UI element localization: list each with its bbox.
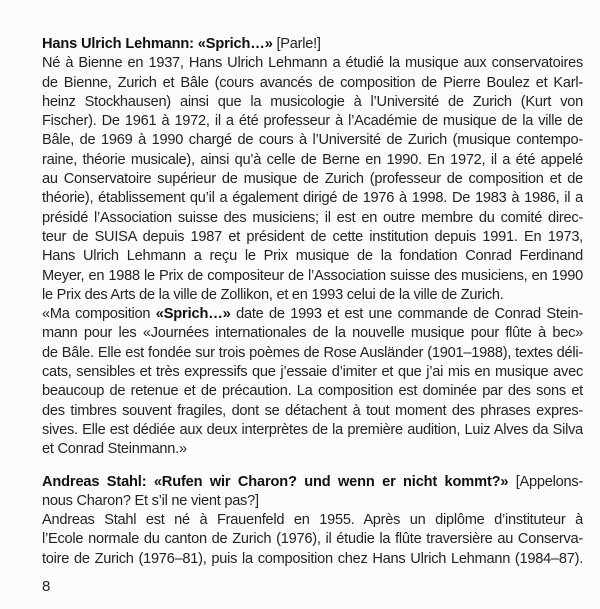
page-number: 8 (42, 578, 51, 595)
section-heading-stahl (42, 473, 583, 492)
work-title: Hans Ulrich Lehmann: «Sprich…» (42, 36, 273, 52)
title-translation: [Parle!] (276, 36, 321, 52)
text-line: raine, théorie musicale), ainsi qu’à celle de Berne en 1990. En 1972, il a été appelé (42, 151, 583, 168)
work-title-inline: «Sprich…» (155, 306, 231, 323)
text-line: Bâle, de 1969 à 1990 chargé de cours à l’Université de Zurich (musique contempo- (42, 132, 583, 149)
text-line: de Bienne, Zurich et Bâle (cours avancés de composition de Pierre Boulez et Karl- (42, 74, 583, 91)
document-page (42, 35, 583, 569)
title-translation-cont: nous Charon? Et s’il ne vient pas?] (42, 492, 259, 509)
text-line: l’Ecole normale du canton de Zurich (1976), il étudie la flûte traversière au Conserva- (42, 531, 583, 548)
title-translation: [Appelons- (515, 473, 583, 490)
text-line: de Bâle. Elle est fondée sur trois poèmes de Rose Ausländer (1901–1988), textes déli- (42, 344, 583, 361)
quote-text: «Ma composition (42, 306, 156, 323)
text-line: beaucoup de retenue et de précaution. La composition est dominée par des sons et (42, 383, 583, 400)
text-line: Fischer). De 1961 à 1972, il a été professeur à l’Académie de musique de la ville de (42, 113, 583, 130)
text-line: mann pour les «Journées internationales de la nouvelle musique pour flûte à bec» (42, 325, 583, 342)
text-line: Né à Bienne en 1937, Hans Ulrich Lehmann a étudié la musique aux conservatoires (42, 55, 583, 72)
quote-text: date de 1993 et est une commande de Conrad Stein- (230, 306, 583, 323)
text-line: cats, sensibles et très expressifs que j’essaie d’imiter et que j’ai mis en musique avec (42, 364, 583, 381)
text-line: Hans Ulrich Lehmann a reçu le Prix musique de la fondation Conrad Ferdinand (42, 248, 583, 265)
text-line: heinz Stockhausen) ainsi que la musicologie à l’Université de Zurich (Kurt von (42, 93, 583, 110)
work-title: Andreas Stahl: «Rufen wir Charon? und wenn er nicht kommt?» (42, 473, 509, 490)
text-line: teur de SUISA depuis 1987 et président de cette institution depuis 1991. En 1973, (42, 228, 583, 245)
text-line: Meyer, en 1988 le Prix de compositeur de l’Association suisse des musiciens, en 1990 (42, 267, 583, 284)
text-line: théorie), établissement qu’il a également dirigé de 1976 à 1998. De 1983 à 1986, il a (42, 190, 583, 207)
text-line: des timbres souvent fragiles, dont se détachent à tout moment des phrases expres- (42, 402, 583, 419)
text-line: présidé l’Association suisse des musiciens; il est en outre membre du comité direc- (42, 209, 583, 226)
section-gap (42, 460, 583, 473)
text-line: toire de Zurich (1976–81), puis la composition chez Hans Ulrich Lehmann (1984–87). (42, 550, 583, 567)
text-line: le Prix des Arts de la ville de Zollikon, et en 1993 celui de la ville de Zurich. (42, 286, 504, 303)
quote-first-line (42, 305, 583, 324)
section-heading-lehmann (42, 35, 583, 54)
text-line: et Conrad Steinmann.» (42, 441, 187, 458)
text-line: sives. Elle est dédiée aux deux interprètes de la première audition, Luiz Alves da Silva (42, 421, 583, 438)
text-line: Andreas Stahl est né à Frauenfeld en 1955. Après un diplôme d’instituteur à (42, 512, 583, 529)
text-line: au Conservatoire supérieur de musique de Zurich (professeur de composition et de (42, 171, 583, 188)
